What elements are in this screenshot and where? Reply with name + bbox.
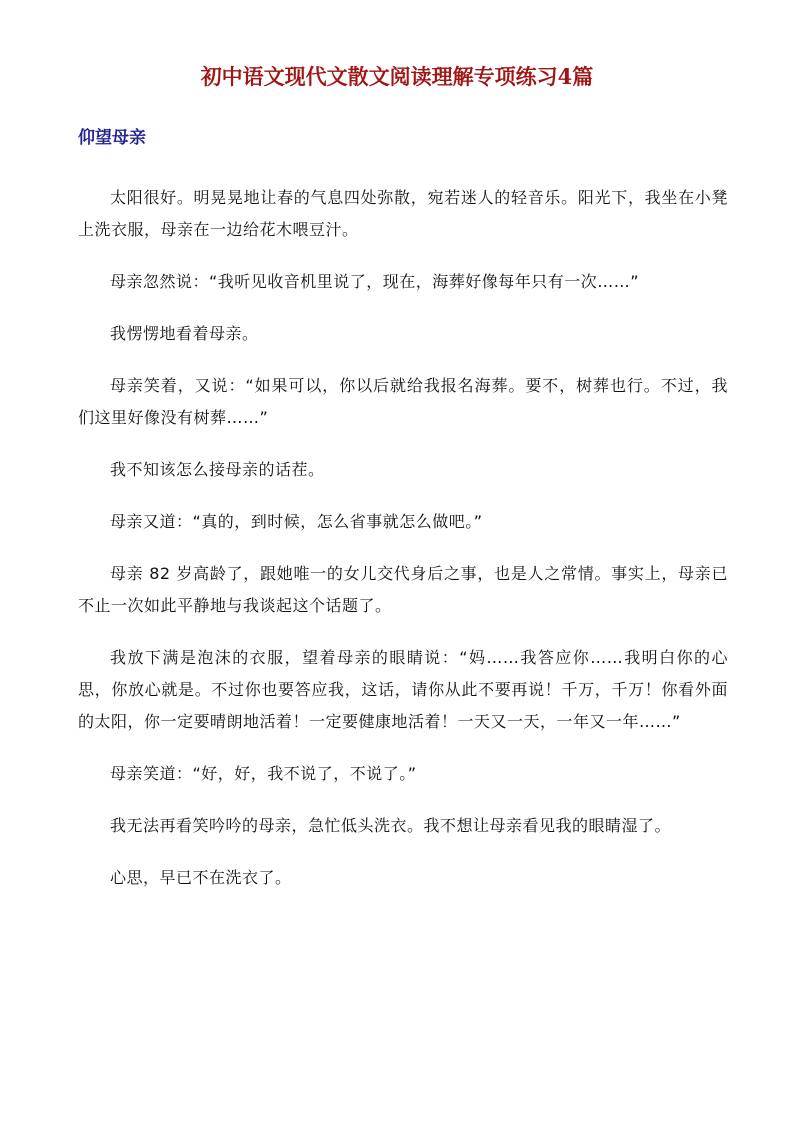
section-title: 仰望母亲 <box>78 128 146 148</box>
paragraph: 我无法再看笑吟吟的母亲，急忙低头洗衣。我不想让母亲看见我的眼睛湿了。 <box>110 816 672 835</box>
paragraph: 我愣愣地看着母亲。 <box>110 324 259 343</box>
paragraph: 母亲笑着，又说：“如果可以，你以后就给我报名海葬。要不，树葬也行。不过，我们这里好像没有树葬……” <box>78 376 728 427</box>
article-body <box>78 182 728 914</box>
paragraph: 心思，早已不在洗衣了。 <box>110 868 292 887</box>
paragraph: 我放下满是泡沫的衣服，望着母亲的眼睛说：“妈……我答应你……我明白你的心思，你放心就是。不过你也要答应我，这话，请你从此不要再说！千万，千万！你看外面的太阳，你一定要晴朗地活着！一定要健康地活着！一天又一天，一年又一年……” <box>78 648 728 731</box>
paragraph: 母亲忽然说：“我听见收音机里说了，现在，海葬好像每年只有一次……” <box>110 272 640 291</box>
paragraph: 母亲 82 岁高龄了，跟她唯一的女儿交代身后之事，也是人之常情。事实上，母亲已不止一次如此平静地与我谈起这个话题了。 <box>78 564 728 615</box>
paragraph: 我不知该怎么接母亲的话茬。 <box>110 460 325 479</box>
paragraph: 母亲笑道：“好，好，我不说了，不说了。” <box>110 764 417 783</box>
paragraph: 太阳很好。明晃晃地让春的气息四处弥散，宛若迷人的轻音乐。阳光下，我坐在小凳上洗衣服，母亲在一边给花木喂豆汁。 <box>78 188 728 239</box>
document-title: 初中语文现代文散文阅读理解专项练习4篇 <box>200 64 594 89</box>
paragraph: 母亲又道：“真的，到时候，怎么省事就怎么做吧。” <box>110 512 483 531</box>
